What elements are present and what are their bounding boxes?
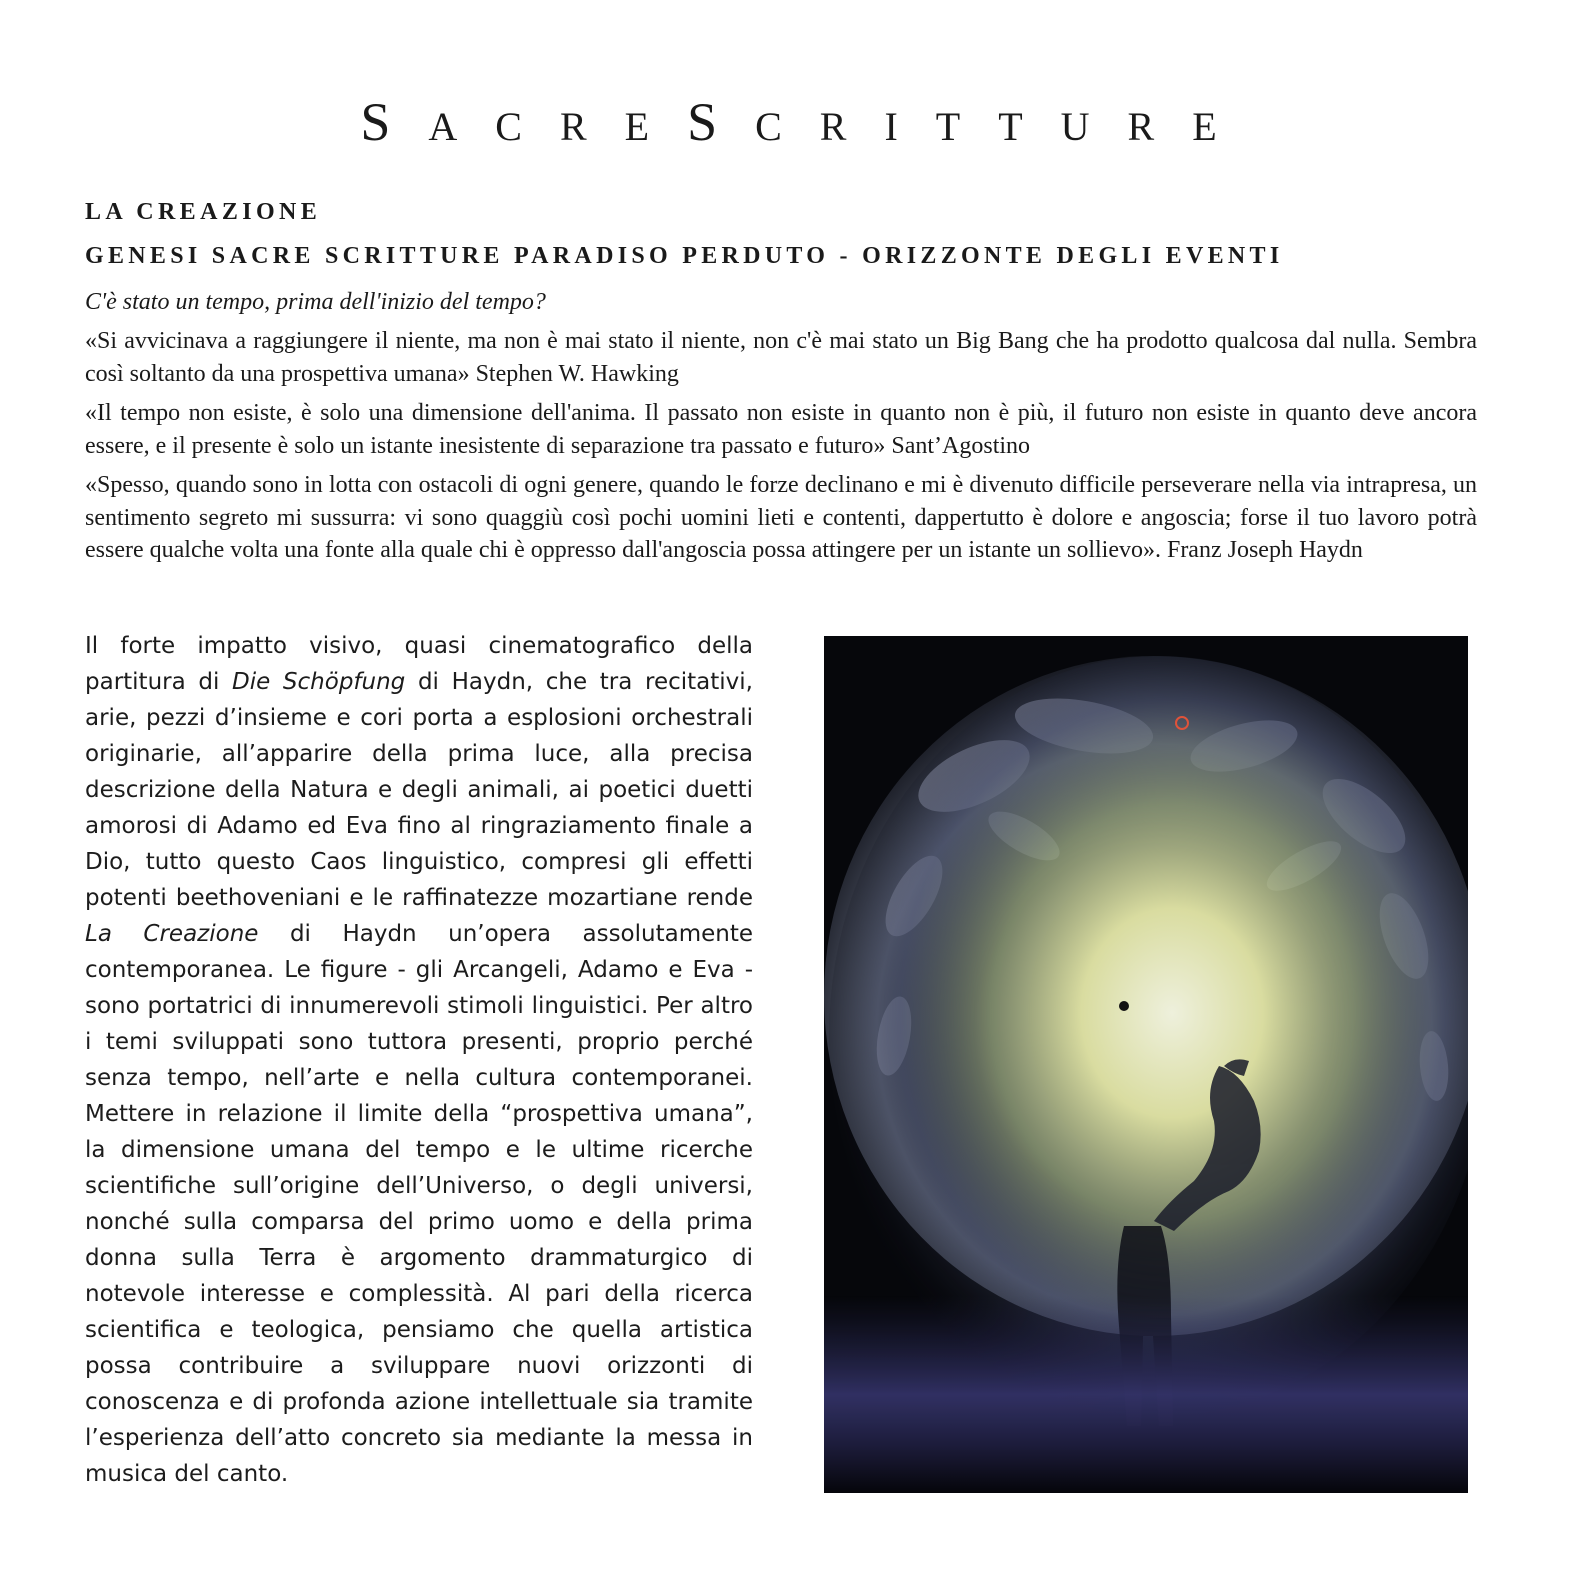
quote-agostino: «Il tempo non esiste, è solo una dimensione dell'anima. Il passato non esiste in quanto non è più, il futuro non esiste in quanto deve ancora essere, e il presente è solo un istante inesistente di separazione tra passato e futuro» Sant’Agostino (85, 400, 1477, 459)
stage-floor (824, 1296, 1468, 1493)
body-text-part-1: Il forte impatto visivo, quasi cinematografico della partitura di (85, 633, 753, 695)
body-paragraph (85, 628, 753, 1492)
body-text-part-2: di Haydn, che tra recitativi, arie, pezzi d’insieme e cori porta a esplosioni orchestrali originarie, all’apparire della prima luce, alla precisa descrizione della Natura e degli animali, ai poetici duetti amorosi di Adamo ed Eva fino al ringraziamento finale a Dio, tutto questo Caos linguistico, compresi gli effetti potenti beethoveniani e le raffinatezze mozartiane rende (85, 669, 753, 911)
quote-hawking: «Si avvicinava a raggiungere il niente, ma non è mai stato il niente, non c'è mai stato un Big Bang che ha prodotto qualcosa dal nulla. Sembra così soltanto da una prospettiva umana» Stephen W. Hawking (85, 328, 1477, 387)
body-text-part-3: di Haydn un’opera assolutamente contemporanea. Le figure - gli Arcangeli, Adamo e Eva - sono portatrici di innumerevoli stimoli linguistici. Per altro i temi sviluppati sono tuttora presenti, proprio perché senza tempo, nell’arte e nella cultura contemporanei. Mettere in relazione il limite della “prospettiva umana”, la dimensione umana del tempo e le ultime ricerche scientifiche sull’origine dell’Universo, o degli universi, nonché sulla comparsa del primo uomo e della prima donna sulla Terra è argomento drammaturgico di notevole interesse e complessità. Al pari della ricerca scientifica e teologica, pensiamo che quella artistica possa contribuire a sviluppare nuovi orizzonti di conoscenza e di profonda azione intellettuale sia tramite l’esperienza dell’atto concreto sia mediante la messa in musica del canto. (85, 921, 754, 1487)
work-title-la-creazione: La Creazione (85, 921, 259, 947)
intro-question: C'è stato un tempo, prima dell'inizio del tempo? (85, 289, 546, 315)
intro-section (85, 192, 1477, 567)
work-title-die-schopfung: Die Schöpfung (232, 669, 406, 695)
page-title (0, 92, 1575, 157)
quote-haydn: «Spesso, quando sono in lotta con ostacoli di ogni genere, quando le forze declinano e mi è divenuto difficile perseverare nella via intrapresa, un sentimento segreto mi sussurra: vi sono quaggiù così pochi uomini lieti e contenti, dappertutto è dolore e angoscia; forse il tuo lavoro potrà essere qualche volta una fonte alla quale chi è oppresso dall'angoscia possa attingere per un istante un sollievo». Franz Joseph Haydn (85, 472, 1477, 563)
section-title: LA CREAZIONE (85, 199, 322, 225)
title-rest-1: ACRE (428, 104, 688, 149)
stage-photo-illustration (824, 636, 1468, 1493)
section-subtitle: GENESI SACRE SCRITTURE PARADISO PERDUTO - ORIZZONTE DEGLI EVENTI (85, 243, 1284, 269)
title-initial-1: S (360, 92, 429, 152)
title-initial-2: S (687, 92, 756, 152)
title-rest-2: CRITTURE (755, 104, 1255, 149)
stage-photo (824, 636, 1468, 1493)
dark-sphere (1119, 1001, 1129, 1011)
